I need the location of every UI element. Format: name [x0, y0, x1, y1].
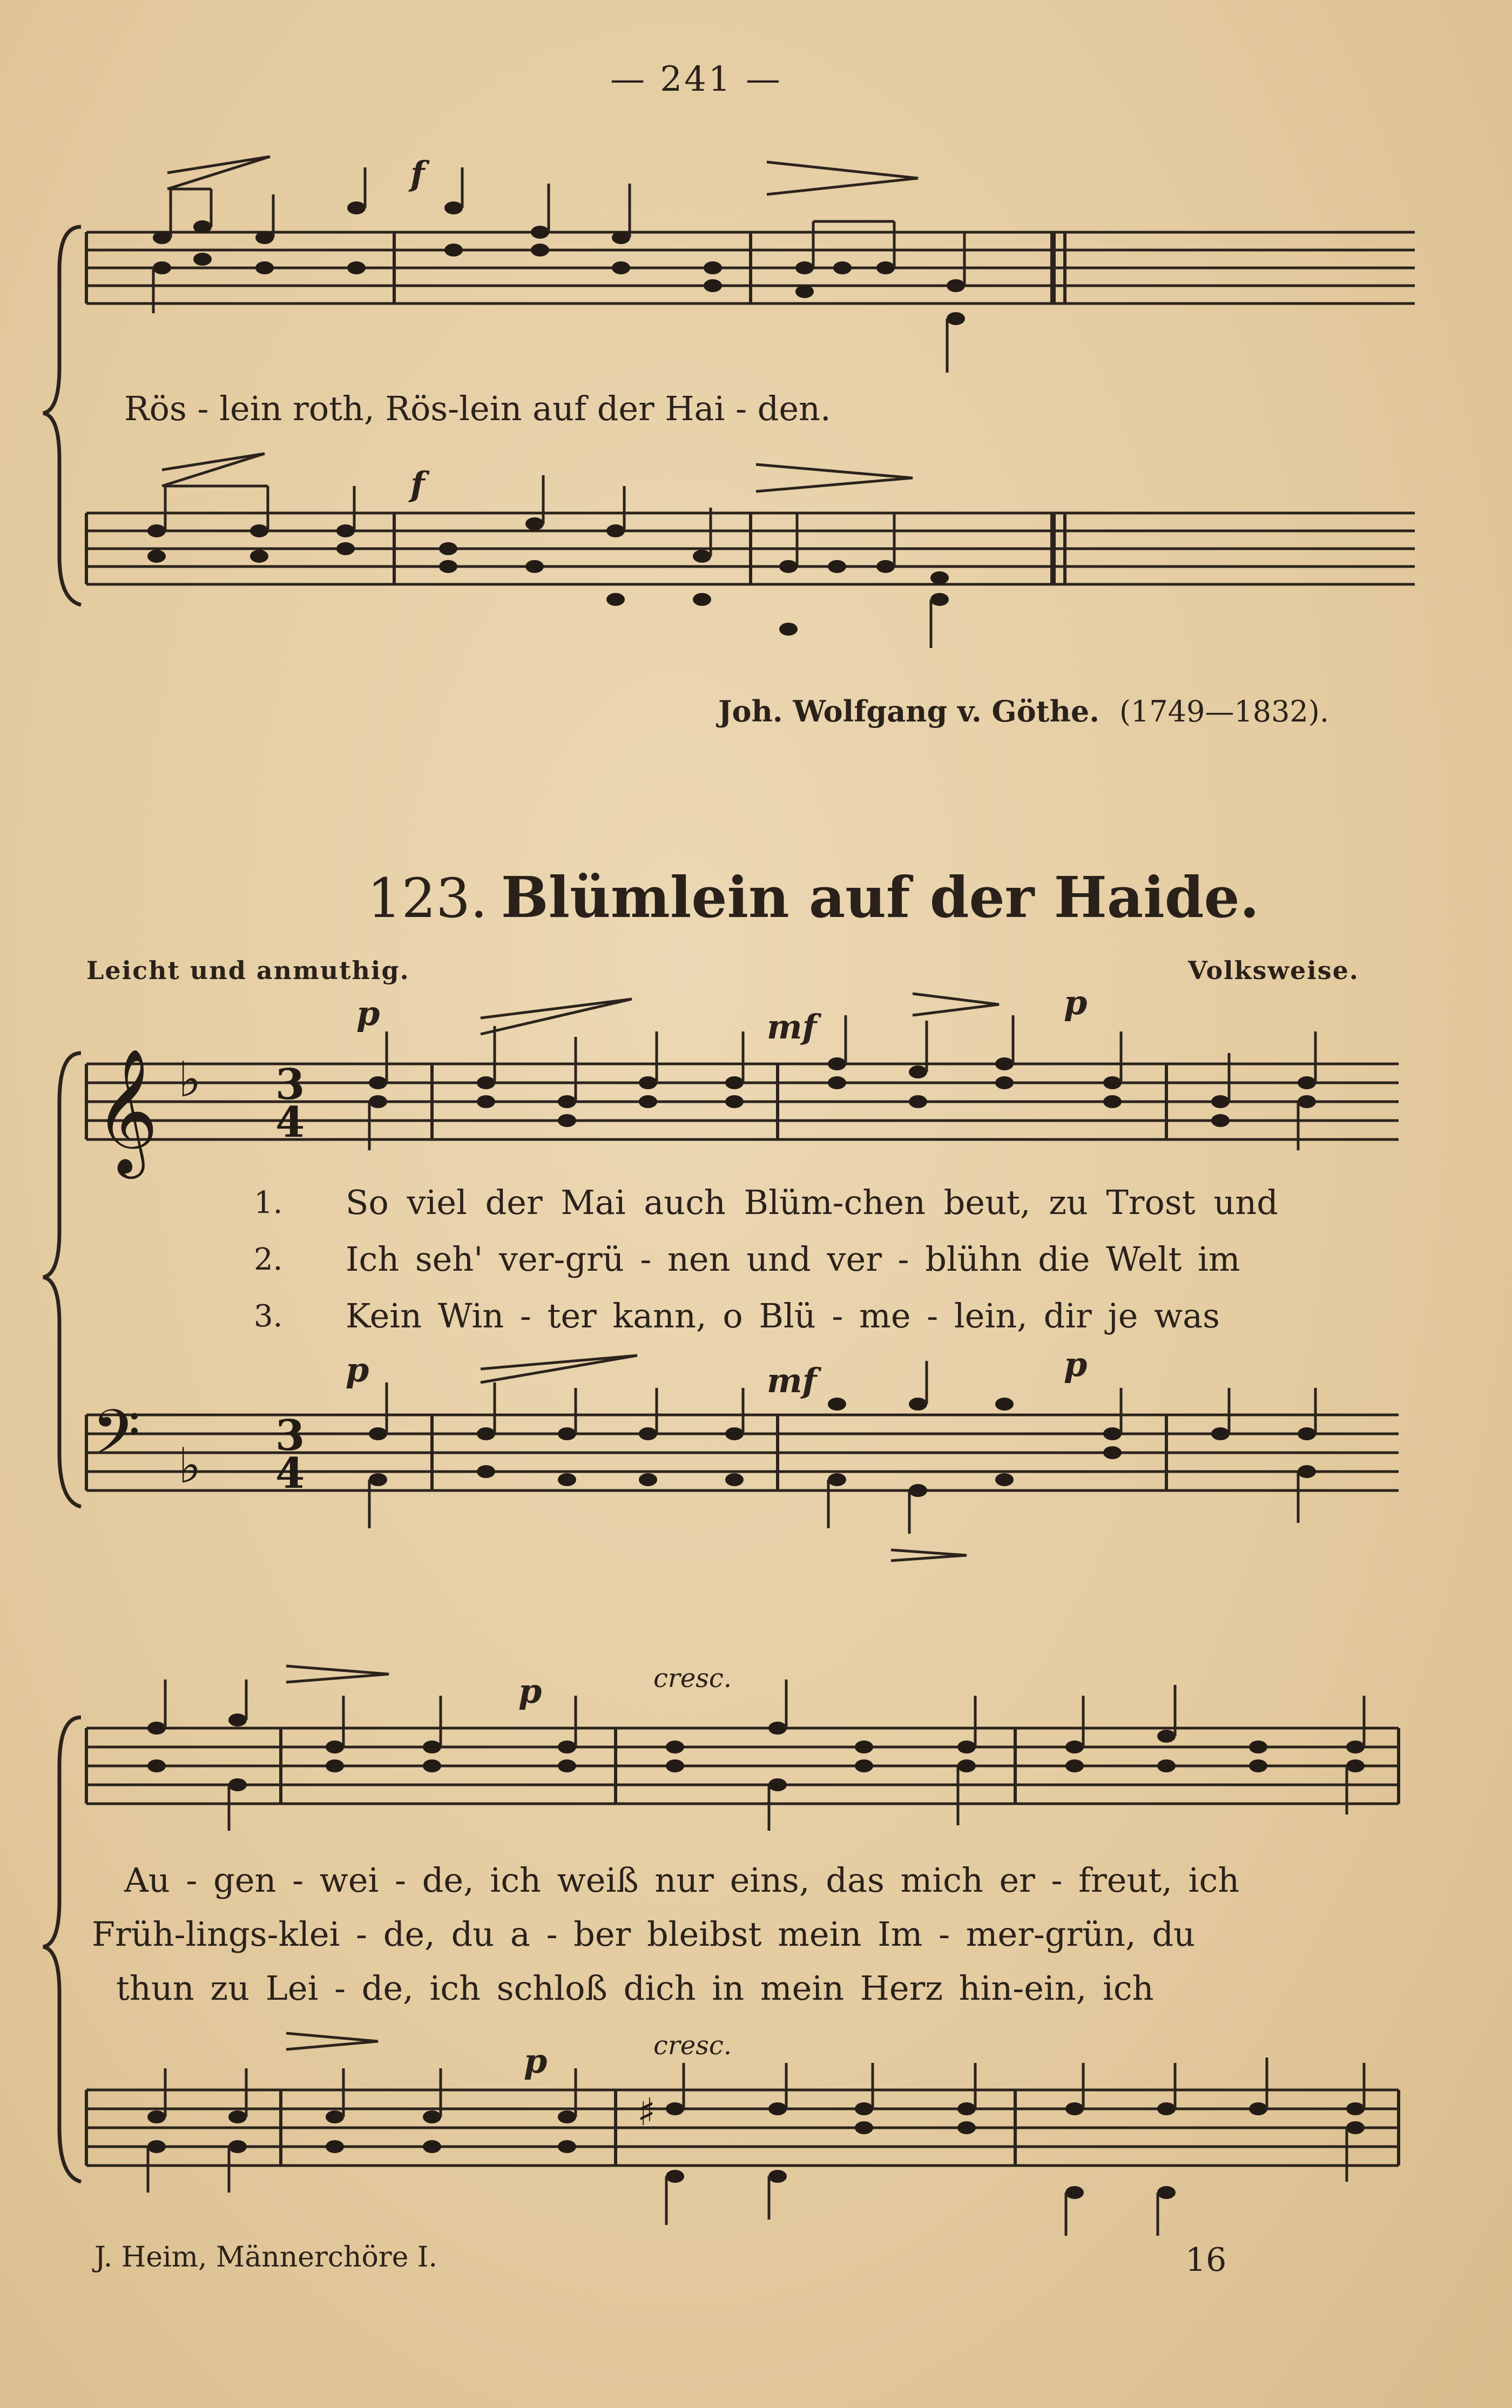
lyrics-system1-stanza1: So viel der Mai auch Blüm-chen beut, zu Trost und: [346, 1183, 1278, 1222]
lyrics-system1-stanza3: Kein Win - ter kann, o Blü - me - lein, dir je was: [346, 1296, 1220, 1335]
footer-signature-number: 16: [1185, 2241, 1227, 2279]
time-sig-bottom-b2: 4: [275, 1449, 305, 1498]
poet-name: Joh. Wolfgang v. Göthe.: [718, 694, 1100, 729]
dynamic-b2-p2: p: [1064, 1345, 1088, 1384]
lyrics-system2-stanza3: thun zu Lei - de, ich schloß dich in mein Herz hin-ein, ich: [116, 1968, 1154, 2008]
treble-clef: 𝄞: [94, 1048, 159, 1173]
staff-lines-c1: [86, 1728, 1399, 1804]
dynamic-b2-p1: p: [346, 1350, 369, 1390]
page-number: — 241 —: [610, 59, 782, 99]
dynamic-b1-mf: mf: [767, 1007, 817, 1047]
dynamic-forte-a2: f: [410, 464, 425, 504]
tempo-marking: Leicht und anmuthig.: [86, 956, 410, 985]
sharp-accidental: ♯: [637, 2090, 656, 2134]
time-sig-bottom-b1: 4: [275, 1098, 305, 1147]
lyrics-system2-stanza1: Au - gen - wei - de, ich weiß nur eins, das mich er - freut, ich: [124, 1860, 1240, 1900]
dynamic-c2-p: p: [524, 2041, 548, 2081]
footer-source: J. Heim, Männerchöre I.: [94, 2241, 437, 2274]
dynamic-b1-p1: p: [356, 994, 380, 1033]
melody-attribution: Volksweise.: [1188, 956, 1359, 985]
stanza-number-1: 1.: [254, 1185, 283, 1220]
time-sig-top-b2: 3: [275, 1411, 305, 1460]
key-flat-b1: ♭: [178, 1051, 201, 1108]
dynamic-b2-mf: mf: [767, 1361, 817, 1400]
notes-c1: [147, 1714, 1365, 1791]
piece-title: Blümlein auf der Haide.: [501, 864, 1259, 930]
lyrics-system2-stanza2: Früh-lings-klei - de, du a - ber bleibst mein Im - mer-grün, du: [92, 1914, 1196, 1954]
poet-years: (1749—1832).: [1119, 694, 1329, 729]
bass-clef: 𝄢: [92, 1397, 141, 1485]
dynamic-c1-p: p: [518, 1671, 542, 1711]
dynamic-b1-p2: p: [1064, 983, 1088, 1022]
lyrics-previous-piece: Rös - lein roth, Rös-lein auf der Hai - den.: [124, 389, 831, 428]
time-sig-top-b1: 3: [275, 1060, 305, 1109]
staff-lines-c2: [86, 2090, 1399, 2166]
lyrics-system1-stanza2: Ich seh' ver-grü - nen und ver - blühn die Welt im: [346, 1239, 1240, 1279]
cresc-c1: cresc.: [653, 1663, 732, 1694]
stanza-number-2: 2.: [254, 1242, 283, 1277]
cresc-c2: cresc.: [653, 2031, 732, 2061]
dynamic-forte-a1: f: [410, 154, 425, 193]
key-flat-b2: ♭: [178, 1438, 201, 1494]
piece-number: 123.: [367, 867, 488, 930]
stems-c1: [165, 1679, 1364, 1831]
notes-c2: [147, 2102, 1365, 2199]
stanza-number-3: 3.: [254, 1299, 283, 1334]
